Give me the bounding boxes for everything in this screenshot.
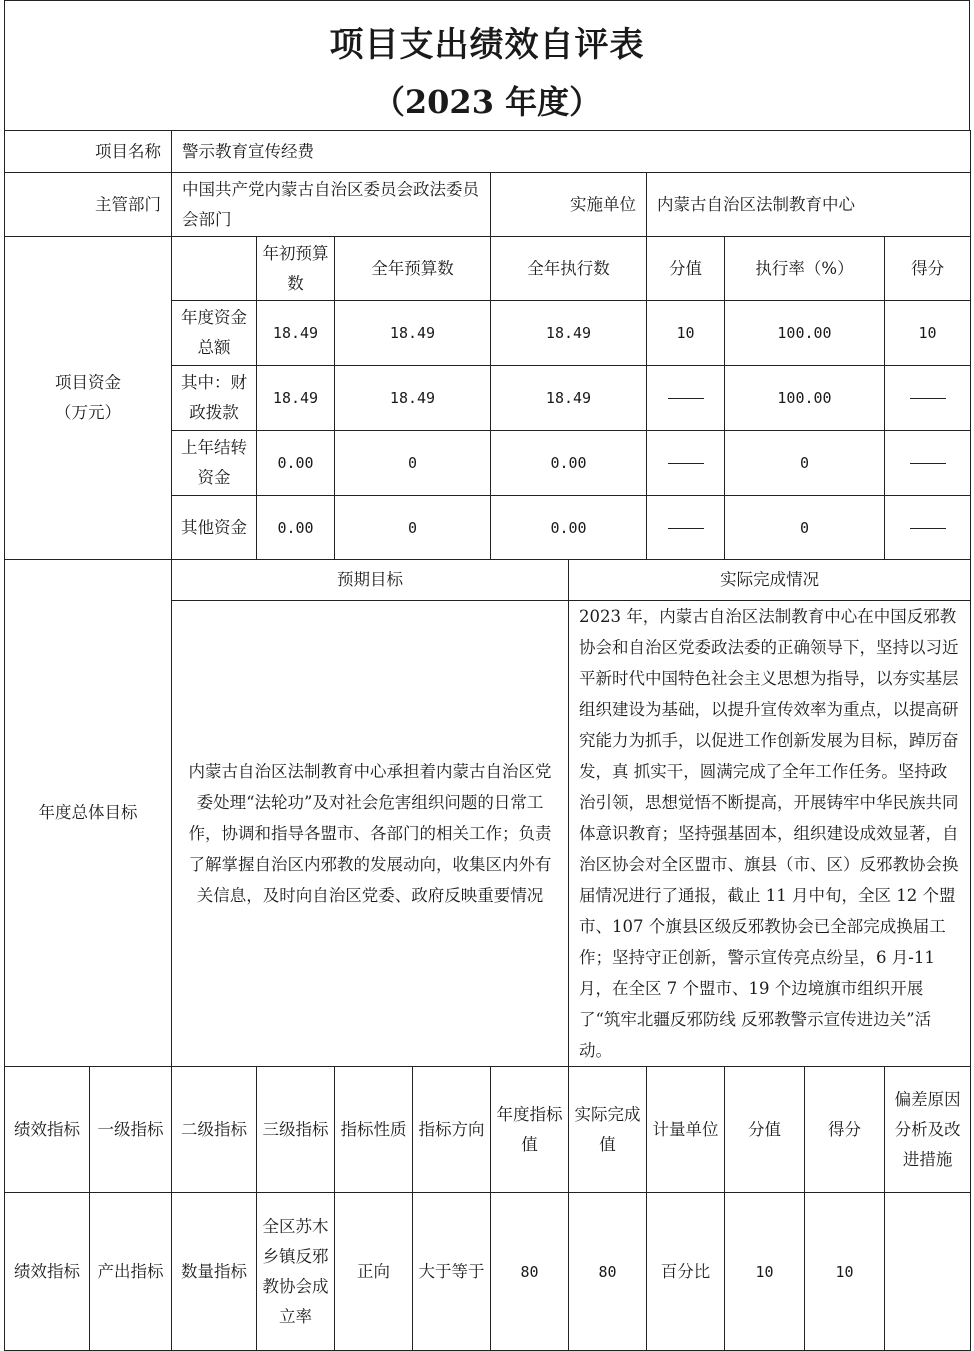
fund-row-name: 其他资金 [172, 496, 257, 560]
annual-goal-label: 年度总体目标 [5, 560, 172, 1067]
perf-header: 绩效指标 [5, 1067, 90, 1193]
actual-completion-header: 实际完成情况 [569, 560, 971, 601]
fund-annual: 0 [335, 496, 491, 560]
perf-header: 计量单位 [647, 1067, 725, 1193]
fund-row-name: 年度资金总额 [172, 301, 257, 366]
fund-initial: 18.49 [257, 366, 335, 431]
perf-header: 得分 [805, 1067, 885, 1193]
perf-cell: 10 [725, 1193, 805, 1351]
perf-header: 年度指标值 [491, 1067, 569, 1193]
fund-rate: 100.00 [725, 366, 885, 431]
perf-header: 指标性质 [335, 1067, 413, 1193]
perf-header: 三级指标 [257, 1067, 335, 1193]
department-value: 中国共产党内蒙古自治区委员会政法委员会部门 [172, 173, 491, 237]
perf-cell: 80 [491, 1193, 569, 1351]
fund-row-name: 其中：财政拨款 [172, 366, 257, 431]
perf-header: 实际完成值 [569, 1067, 647, 1193]
perf-cell: 绩效指标 [5, 1193, 90, 1351]
fund-score-dash [885, 496, 971, 560]
fund-score-value: 10 [647, 301, 725, 366]
perf-cell: 大于等于 [413, 1193, 491, 1351]
fund-annual: 0 [335, 431, 491, 496]
header-initial-budget: 年初预算数 [257, 237, 335, 301]
funds-label [5, 237, 172, 560]
fund-initial: 0.00 [257, 431, 335, 496]
fund-annual: 18.49 [335, 366, 491, 431]
evaluation-table [4, 130, 971, 1351]
fund-score-value-dash [647, 496, 725, 560]
project-name-label: 项目名称 [5, 131, 172, 173]
impl-unit-value: 内蒙古自治区法制教育中心 [647, 173, 971, 237]
header-score-value: 分值 [647, 237, 725, 301]
fund-initial: 0.00 [257, 496, 335, 560]
expected-goal-header: 预期目标 [172, 560, 569, 601]
perf-cell: 全区苏木乡镇反邪教协会成立率 [257, 1193, 335, 1351]
fund-executed: 18.49 [491, 366, 647, 431]
fund-score-value-dash [647, 366, 725, 431]
fund-executed: 0.00 [491, 431, 647, 496]
fund-rate: 0 [725, 431, 885, 496]
funds-label-text: 项目资金（万元） [55, 373, 121, 422]
fund-score-dash [885, 366, 971, 431]
title-block [4, 0, 970, 131]
fund-score-value-dash [647, 431, 725, 496]
impl-unit-label: 实施单位 [491, 173, 647, 237]
fund-rate: 0 [725, 496, 885, 560]
perf-cell: 百分比 [647, 1193, 725, 1351]
department-label: 主管部门 [5, 173, 172, 237]
fund-initial: 18.49 [257, 301, 335, 366]
expected-goal-text: 内蒙古自治区法制教育中心承担着内蒙古自治区党委处理“法轮功”及对社会危害组织问题的日常工作，协调和指导各盟市、各部门的相关工作；负责了解掌握自治区内邪教的发展动向，收集区内外有关信息，及时向自治区党委、政府反映重要情况 [172, 601, 569, 1067]
fund-row-name: 上年结转资金 [172, 431, 257, 496]
perf-cell: 数量指标 [172, 1193, 257, 1351]
fund-executed: 0.00 [491, 496, 647, 560]
header-annual-budget: 全年预算数 [335, 237, 491, 301]
fund-score: 10 [885, 301, 971, 366]
actual-completion-text: 2023 年，内蒙古自治区法制教育中心在中国反邪教协会和自治区党委政法委的正确领导下，坚持以习近平新时代中国特色社会主义思想为指导，以夯实基层组织建设为基础，以提升宣传效率为重点，以提高研究能力为抓手，以促进工作创新发展为目标，踔厉奋发，真 抓实干，圆满完成了全年工作任务。坚持政治引领，思想觉悟不断提高，开展铸牢中华民族共同体意识教育；坚持强基固本，组织建设成效显著，自治区协会对全区盟市、旗县（市、区）反邪教协会换届情况进行了通报，截止 11 月中旬，全区 12 个盟市、107 个旗县区级反邪教协会已全部完成换届工作；坚持守正创新，警示宣传亮点纷呈，6 月-11 月，在全区 7 个盟市、19 个边境旗市组织开展了“筑牢北疆反邪防线 反邪教警示宣传进边关”活动。 [569, 601, 971, 1067]
perf-cell: 正向 [335, 1193, 413, 1351]
page-subtitle: （2023 年度） [372, 83, 602, 121]
perf-cell: 产出指标 [90, 1193, 172, 1351]
perf-header: 偏差原因分析及改进措施 [885, 1067, 971, 1193]
perf-header: 二级指标 [172, 1067, 257, 1193]
fund-rate: 100.00 [725, 301, 885, 366]
perf-cell: 80 [569, 1193, 647, 1351]
perf-header: 一级指标 [90, 1067, 172, 1193]
page-title: 项目支出绩效自评表 [329, 25, 645, 65]
perf-header: 分值 [725, 1067, 805, 1193]
fund-annual: 18.49 [335, 301, 491, 366]
header-score: 得分 [885, 237, 971, 301]
perf-cell [885, 1193, 971, 1351]
fund-score-dash [885, 431, 971, 496]
funds-corner [172, 237, 257, 301]
header-exec-rate: 执行率（%） [725, 237, 885, 301]
project-name-value: 警示教育宣传经费 [172, 131, 971, 173]
table-row [5, 1193, 971, 1351]
header-annual-executed: 全年执行数 [491, 237, 647, 301]
perf-cell: 10 [805, 1193, 885, 1351]
performance-header-row [5, 1067, 971, 1193]
fund-executed: 18.49 [491, 301, 647, 366]
perf-header: 指标方向 [413, 1067, 491, 1193]
